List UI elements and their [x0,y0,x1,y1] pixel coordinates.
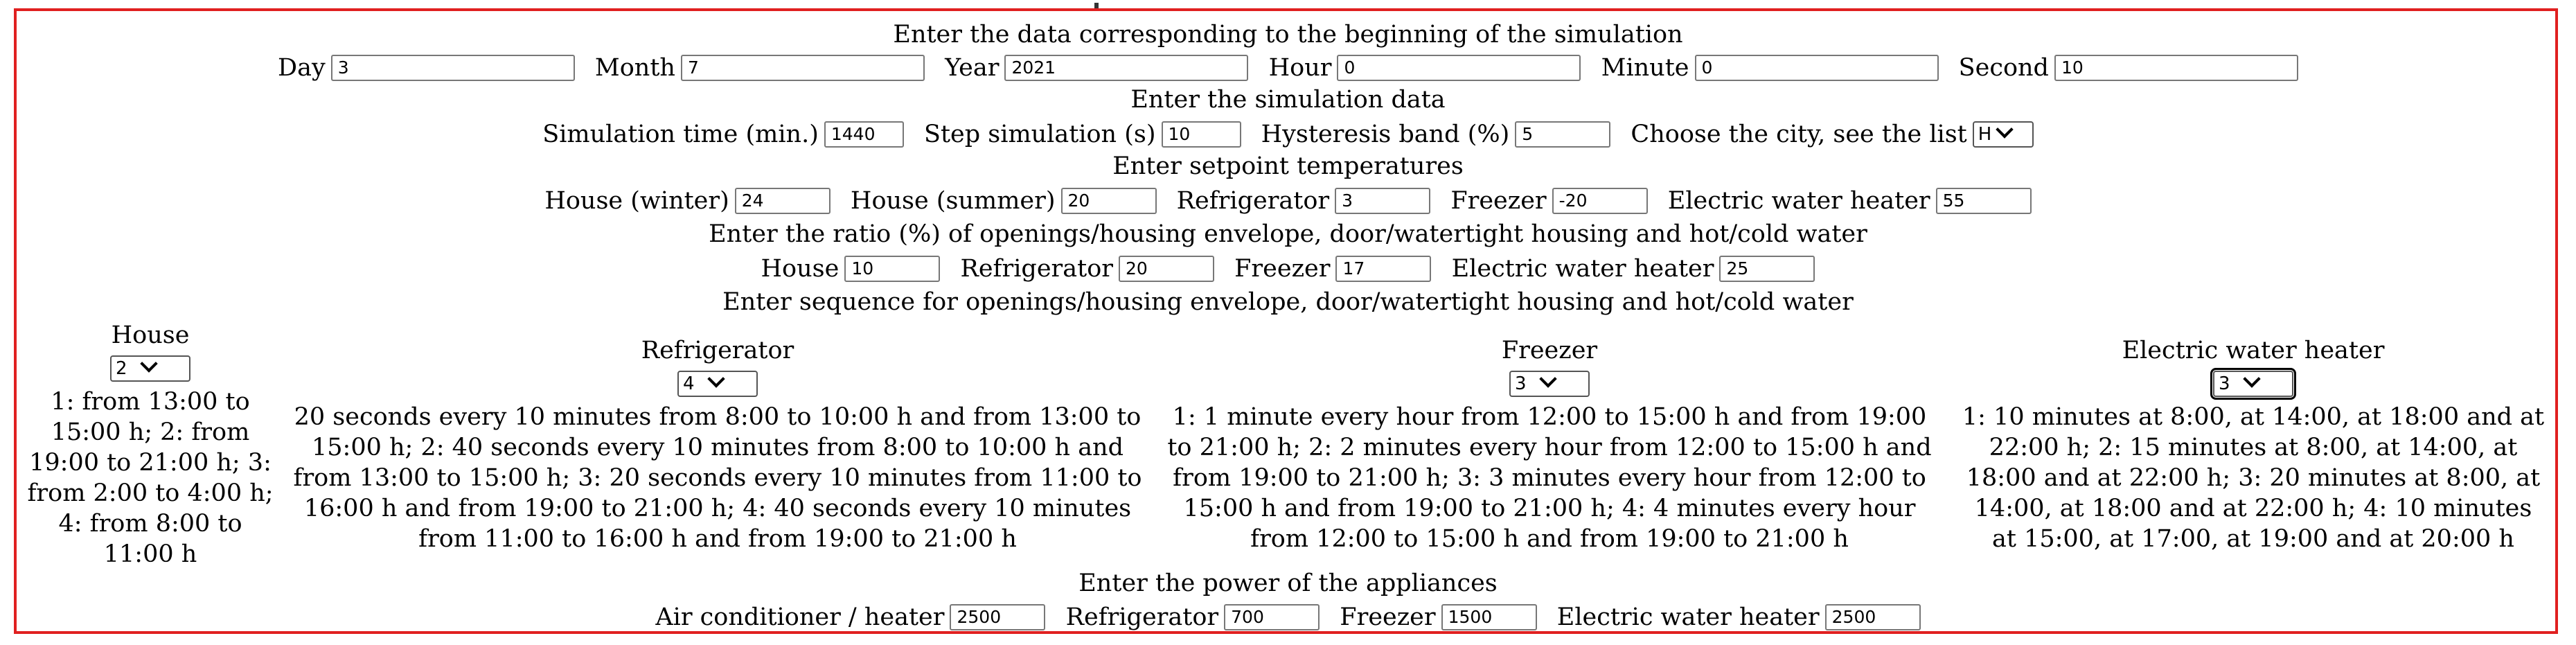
house-summer-input[interactable] [1061,188,1157,214]
freezer-sequence-column [1165,335,1934,554]
ratio-heater-label: Electric water heater [1451,254,1714,283]
power-heater-input[interactable] [1825,604,1921,630]
freezer-sequence-title: Freezer [1501,337,1598,364]
chevron-down-icon [1996,121,2014,138]
setpoint-refrigerator-label: Refrigerator [1176,186,1330,215]
sim-time-input[interactable] [824,121,904,148]
house-sequence-column [22,320,278,569]
sequence-heading: Enter sequence for openings/housing envelope, door/watertight housing and hot/cold water [722,288,1854,316]
year-label: Year [945,53,1000,82]
hysteresis-input[interactable] [1515,121,1610,148]
sim-time-label: Simulation time (min.) [542,120,819,148]
city-label: Choose the city, see the list [1631,120,1967,148]
house-sequence-select[interactable] [110,355,190,382]
ratio-freezer-label: Freezer [1234,254,1331,283]
power-fields-row [0,601,2576,633]
ratio-refrigerator-label: Refrigerator [960,254,1113,283]
chevron-down-icon [1539,370,1556,387]
power-heater-label: Electric water heater [1556,603,1820,631]
second-label: Second [1958,53,2049,82]
refrigerator-sequence-value: 4 [683,373,695,394]
freezer-sequence-value: 3 [1515,373,1527,394]
hysteresis-label: Hysteresis band (%) [1261,120,1510,148]
heater-sequence-value: 3 [2219,373,2230,394]
power-refrigerator-input[interactable] [1224,604,1320,630]
ratio-house-label: House [761,254,840,283]
ratio-heading: Enter the ratio (%) of openings/housing envelope, door/watertight housing and hot/cold water [709,220,1867,248]
day-input[interactable] [331,55,575,81]
refrigerator-sequence-description: 20 seconds every 10 minutes from 8:00 to 10:00 h and from 13:00 to 15:00 h; 2: 40 seconds every 10 minutes from 8:00 to 10:00 h and from 13:00 to 15:00 h; 3: 20 seconds every 10 minutes from 11:00 to 16:00 h and from 19:00 to 21:00 h; 4: 40 seconds every 10 minutes from 11:00 to 16:00 h and from 19:00 to 21:00 h [293,403,1142,553]
power-ac-input[interactable] [950,604,1045,630]
sim-heading: Enter the simulation data [1130,86,1446,114]
ratio-fields-row [0,252,2576,284]
power-refrigerator-label: Refrigerator [1065,603,1219,631]
setpoint-freezer-input[interactable] [1552,188,1648,214]
power-ac-label: Air conditioner / heater [655,603,945,631]
heater-sequence-title: Electric water heater [2122,337,2385,364]
freezer-sequence-description: 1: 1 minute every hour from 12:00 to 15:00 h and from 19:00 to 21:00 h; 2: 2 minutes every hour from 12:00 to 15:00 h and from 19:00 to 21:00 h; 3: 3 minutes every hour from 12:00 to 15:00 h and from 19:00 to 21:00 h; 4: 4 minutes every hour from 12:00 to 15:00 h and from 19:00 to 21:00 h [1167,403,1932,553]
year-input[interactable] [1004,55,1248,81]
top-marker [1094,3,1099,8]
heater-sequence-select[interactable] [2213,371,2293,397]
month-label: Month [594,53,675,82]
chevron-down-icon [2243,370,2260,387]
second-input[interactable] [2054,55,2298,81]
ratio-house-input[interactable] [844,256,940,282]
ratio-freezer-input[interactable] [1335,256,1431,282]
setpoint-freezer-label: Freezer [1450,186,1547,215]
house-sequence-description: 1: from 13:00 to 15:00 h; 2: from 19:00 to 21:00 h; 3: from 2:00 to 4:00 h; 4: from 8:00 to 11:00 h [27,388,274,568]
start-fields-row [0,51,2576,83]
setpoint-heater-label: Electric water heater [1667,186,1930,215]
heater-sequence-column [1959,335,2548,554]
power-heading: Enter the power of the appliances [1078,569,1498,597]
setpoint-refrigerator-input[interactable] [1335,188,1430,214]
heater-sequence-description: 1: 10 minutes at 8:00, at 14:00, at 18:00 and at 22:00 h; 2: 15 minutes at 8:00, at 14:00, at 18:00 and at 22:00 h; 3: 20 minutes at 8:00, at 14:00, at 18:00 and at 22:00 h; 4: 10 minutes at 15:00, at 17:00, at 19:00 and at 20:00 h [1962,403,2545,553]
day-label: Day [278,53,326,82]
house-winter-input[interactable] [735,188,830,214]
power-freezer-input[interactable] [1441,604,1537,630]
start-heading: Enter the data corresponding to the beginning of the simulation [893,21,1683,48]
power-freezer-label: Freezer [1340,603,1436,631]
ratio-refrigerator-input[interactable] [1119,256,1214,282]
city-select[interactable] [1973,121,2034,148]
refrigerator-sequence-select[interactable] [677,371,758,397]
hour-label: Hour [1268,53,1332,82]
hour-input[interactable] [1337,55,1581,81]
freezer-sequence-select[interactable] [1509,371,1590,397]
ratio-heater-input[interactable] [1719,256,1815,282]
month-input[interactable] [681,55,925,81]
step-label: Step simulation (s) [924,120,1156,148]
sim-fields-row [0,118,2576,150]
setpoint-heater-input[interactable] [1936,188,2032,214]
refrigerator-sequence-title: Refrigerator [641,337,794,364]
setpoint-fields-row [0,184,2576,216]
house-sequence-title: House [111,321,190,349]
city-select-value: H [1978,123,1992,145]
minute-input[interactable] [1695,55,1939,81]
refrigerator-sequence-column [291,335,1144,554]
minute-label: Minute [1601,53,1689,82]
chevron-down-icon [140,355,157,372]
chevron-down-icon [707,370,725,387]
house-summer-label: House (summer) [850,186,1056,215]
setpoint-heading: Enter setpoint temperatures [1112,152,1464,180]
house-sequence-value: 2 [116,357,127,379]
house-winter-label: House (winter) [544,186,729,215]
step-input[interactable] [1162,121,1241,148]
